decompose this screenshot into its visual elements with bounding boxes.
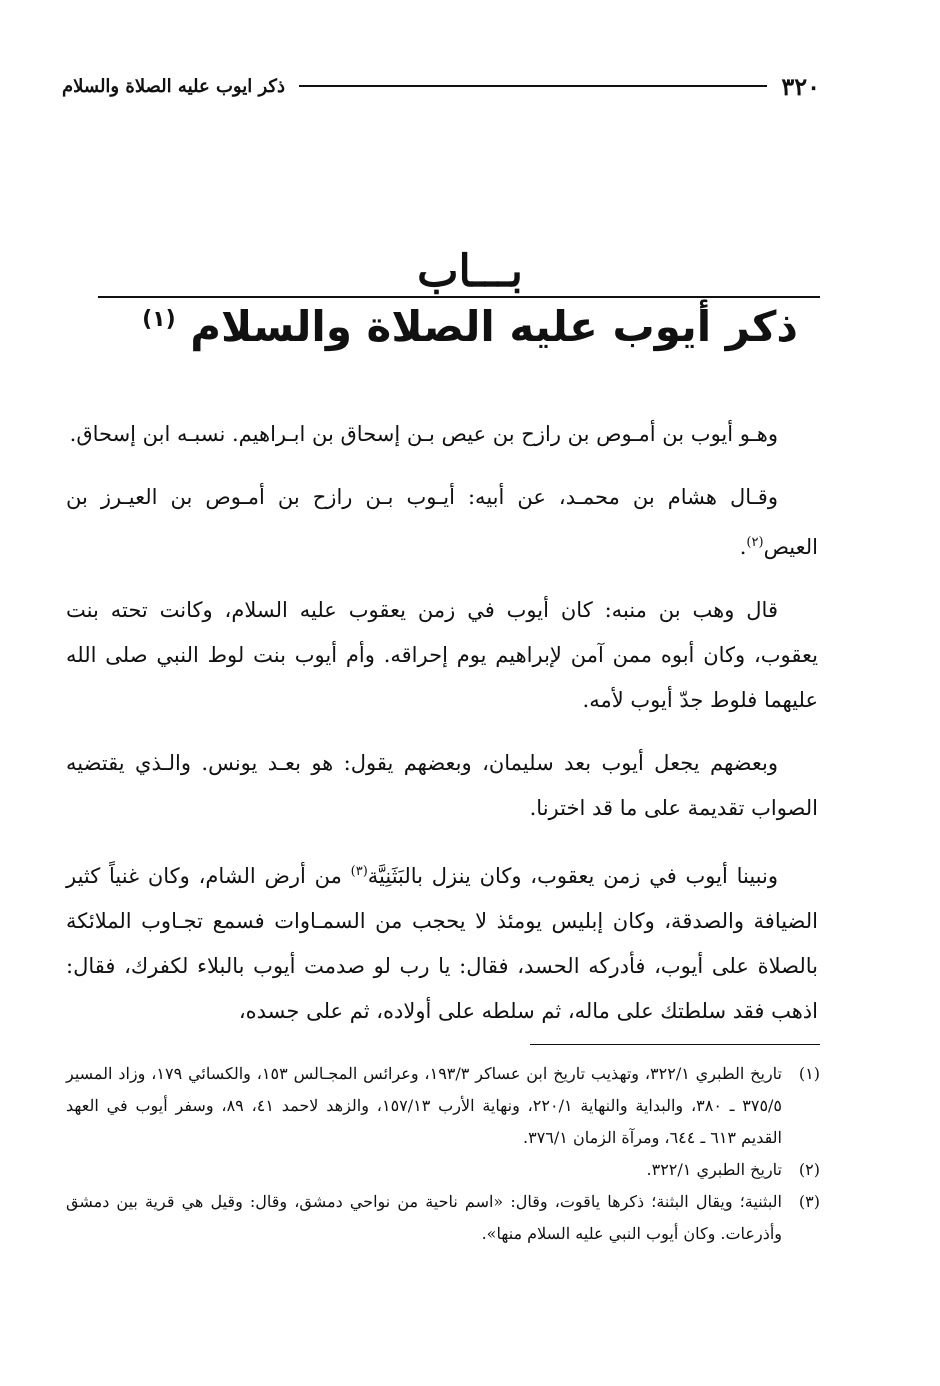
paragraph-text: وبعضهم يجعل أيوب بعد سليمان، وبعضهم يقول: هو بعـد يونس. والـذي يقتضيه الصواب تقديمة على ما قد اخترنا. <box>66 751 818 820</box>
footnote <box>66 1186 820 1250</box>
chapter-title-text: ذكر أيوب عليه الصلاة والسلام <box>190 302 798 351</box>
paragraph-text: وهـو أيوب بن أمـوص بن رازح بن عيص بـن إسحاق بن ابـراهيم. نسبـه ابن إسحاق. <box>69 422 778 446</box>
paragraph-text: قال وهب بن منبه: كان أيوب في زمن يعقوب عليه السلام، وكانت تحته بنت يعقوب، وكان أبوه ممن آمن لإبراهيم يوم إحراقه. وأم أيوب بنت لوط النبي صلى الله عليهما فلوط جدّ أيوب لأمه. <box>66 598 818 712</box>
paragraph <box>66 412 818 457</box>
page-number: ٣٢٠ <box>781 71 820 101</box>
footnote-number: (١) <box>798 1064 820 1083</box>
footnote-number: (٣) <box>798 1192 820 1211</box>
paragraph <box>66 849 818 1034</box>
footnote-ref: (٣) <box>350 864 368 879</box>
footnote-number: (٢) <box>798 1160 820 1179</box>
footnote <box>66 1154 820 1186</box>
footnote-separator <box>530 1044 820 1045</box>
footnote-text: تاريخ الطبري ٣٢٢/١، وتهذيب تاريخ ابن عساكر ١٩٣/٣، وعرائس المجـالس ١٥٣، والكسائي ١٧٩، وزاد المسير ٣٧٥/٥ ـ ٣٨٠، والبداية والنهاية ٢٢٠/١، ونهاية الأرب ١٥٧/١٣، والزهد لاحمد ٤١، ٨٩، وسفر أيوب في العهد القديم ٦١٣ ـ ٦٤٤، ومرآة الزمان ٣٧٦/١. <box>66 1064 783 1147</box>
paragraph-text: ونبينا أيوب في زمن يعقوب، وكان ينزل بالبَثَنِيَّة <box>367 864 778 888</box>
chapter-title <box>0 302 940 351</box>
chapter-label: بـــاب <box>417 246 523 297</box>
footnote <box>66 1058 820 1154</box>
footnote-text: تاريخ الطبري ٣٢٢/١. <box>646 1160 782 1179</box>
running-title: ذكر ايوب عليه الصلاة والسلام <box>62 75 286 97</box>
body-text <box>66 412 818 1034</box>
paragraph <box>66 475 818 570</box>
paragraph-tail: . <box>739 535 747 559</box>
header-rule <box>299 85 767 87</box>
footnotes <box>66 1058 820 1250</box>
paragraph-tail: من أرض الشام، وكان غنياً كثير الضيافة والصدقة، وكان إبليس يومئذ لا يحجب من السمـاوات فسمع تجـاوب الملائكة بالصلاة على أيوب، فأدركه الحسد، فقال: يا رب لو صدمت أيوب بالبلاء لكفرك، فقال: اذهب فقد سلطتك على ماله، ثم سلطه على أولاده، ثم على جسده، <box>66 864 818 1023</box>
footnote-ref: (٢) <box>746 535 764 550</box>
paragraph <box>66 588 818 723</box>
paragraph <box>66 741 818 831</box>
chapter-footnote-ref: (١) <box>142 307 176 332</box>
footnote-text: البثنية؛ ويقال البثنة؛ ذكرها ياقوت، وقال: «اسم ناحية من نواحي دمشق، وقال: وقيل هي قرية بين دمشق وأذرعات. وكان أيوب النبي عليه السلام منها». <box>66 1192 782 1243</box>
chapter-rule <box>98 296 820 298</box>
paragraph-text: وقـال هشام بن محمـد، عن أبيه: أيـوب بـن رازح بن أمـوص بن العيـرز بن العيص <box>66 485 818 559</box>
running-header <box>62 66 820 106</box>
